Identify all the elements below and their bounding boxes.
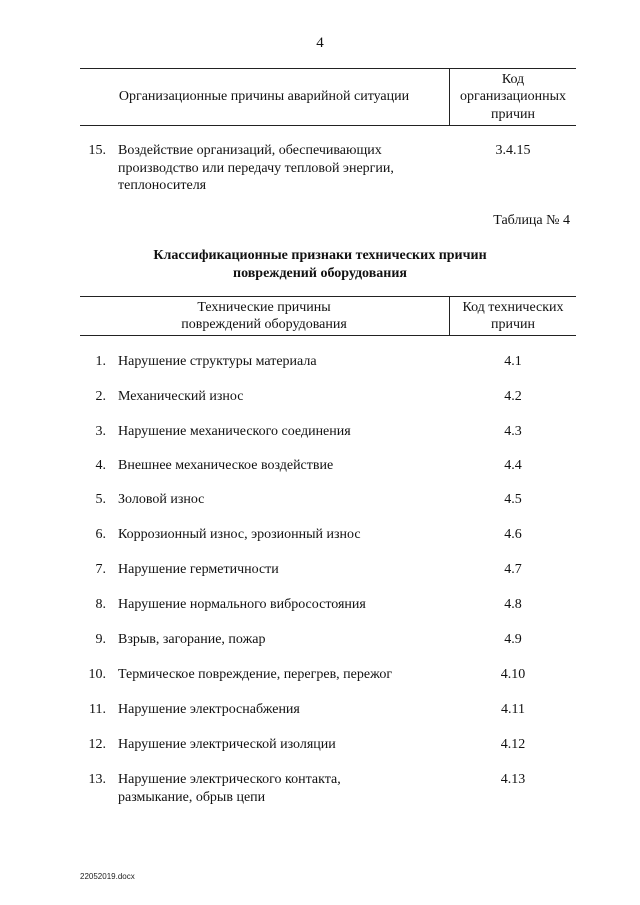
- row-number: 9.: [95, 632, 106, 647]
- row-code: 4.6: [504, 527, 522, 542]
- row-text: Нарушение электрической изоляции: [118, 737, 336, 752]
- row-code: 4.13: [500, 772, 526, 787]
- row-code: 4.11: [501, 702, 525, 717]
- row-text: Нарушение структуры материала: [118, 354, 317, 369]
- org-causes-header: [80, 68, 576, 126]
- technical-causes-table: [80, 296, 576, 336]
- page-number: 4: [316, 35, 324, 51]
- row-number: 2.: [95, 389, 106, 404]
- row-number: 11.: [89, 702, 106, 717]
- row-code: 4.8: [504, 597, 522, 612]
- row-text: Внешнее механическое воздействие: [118, 458, 334, 473]
- row-number: 12.: [88, 737, 106, 752]
- row-number: 13.: [88, 772, 106, 787]
- org-causes-table: [80, 68, 576, 126]
- row-number: 7.: [95, 562, 106, 577]
- row-number: 3.: [95, 424, 106, 439]
- row-code: 4.5: [504, 492, 522, 507]
- row-code: 4.12: [500, 737, 526, 752]
- row-text: Механический износ: [118, 389, 244, 404]
- technical-causes-header: [80, 296, 576, 336]
- technical-code-header-label: [449, 297, 576, 335]
- row-number: 15.: [88, 143, 106, 158]
- row-number: 5.: [95, 492, 106, 507]
- row-text: Взрыв, загорание, пожар: [118, 632, 266, 647]
- row-number: 1.: [95, 354, 106, 369]
- row-text: Термическое повреждение, перегрев, пережог: [118, 667, 393, 682]
- row-code: 4.10: [500, 667, 526, 682]
- technical-causes-header-text: Технические причины повреждений оборудования: [181, 299, 347, 332]
- org-code-header-label: Код организационных причин: [449, 69, 576, 125]
- row-code: 4.7: [504, 562, 522, 577]
- row-text: Воздействие организаций, обеспечивающих производство или передачу тепловой энергии, теплоносителя: [118, 143, 394, 193]
- row-number: 10.: [88, 667, 106, 682]
- row-text: Нарушение нормального вибросостояния: [118, 597, 366, 612]
- technical-code-header-text: Код технических причин: [462, 299, 564, 332]
- row-code: 3.4.15: [495, 143, 531, 158]
- row-code: 4.2: [504, 389, 522, 404]
- row-code: 4.1: [504, 354, 522, 369]
- row-text: Золовой износ: [118, 492, 205, 507]
- footer-filename: 22052019.docx: [80, 872, 135, 881]
- technical-causes-header-label: [80, 297, 448, 335]
- row-number: 4.: [95, 458, 106, 473]
- row-code: 4.9: [504, 632, 522, 647]
- row-text: Нарушение электроснабжения: [118, 702, 300, 717]
- row-text: Коррозионный износ, эрозионный износ: [118, 527, 361, 542]
- org-causes-header-label: Организационные причины аварийной ситуации: [118, 89, 410, 105]
- row-code: 4.3: [504, 424, 522, 439]
- row-number: 6.: [95, 527, 106, 542]
- row-text: Нарушение механического соединения: [118, 424, 351, 439]
- row-text: Нарушение герметичности: [118, 562, 279, 577]
- row-number: 8.: [95, 597, 106, 612]
- table-title: [0, 247, 640, 283]
- row-text: Нарушение электрического контакта, размыкание, обрыв цепи: [118, 772, 341, 805]
- table-title-text: Классификационные признаки технических причин повреждений оборудования: [153, 248, 487, 282]
- row-code: 4.4: [504, 458, 522, 473]
- table-label: Таблица № 4: [493, 213, 570, 228]
